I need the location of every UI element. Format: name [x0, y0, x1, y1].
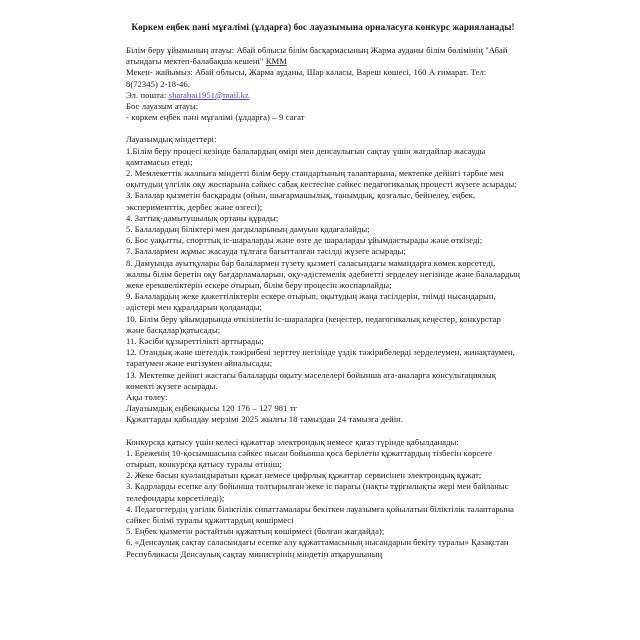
list-item: 6. «Денсаулық сақтау саласындағы есепке алу құжаттамасының нысандарын бекіту туралы» Қазақстан Республикасы Денсаулық сақтау министрінің міндетін атқарушының: [126, 537, 509, 559]
organization-value: Абай облысы білім басқармасының Жарма ауданы білім бөлімінің "Абай атындағы мектеп-балабақша кешені": [126, 44, 508, 67]
list-item: 3. Балалар қызметін басқарады (ойын, шығармашылық, танымдық, қозғалыс, бейнелеу, еңбек, эксперименттік, дербес және өзгесі);: [126, 190, 476, 212]
spacer-before-documents: [126, 426, 520, 437]
list-item: 1.Білім беру процесі кезінде балалардың өмірі мен денсаулығын сақтау үшін жағдайлар жасауды қамтамасыз етеді;: [126, 145, 486, 167]
vacancy-value: - көркем еңбек пәні мұғалімі (ұлдарға) – 9 сағат: [126, 112, 305, 123]
list-item: 12. Отандық және шетелдік тәжірибені зерттеу негізінде үздік тәжірибелерді зерделеумен, жинақтаумен, таратумен және енгізумен айналысады;: [126, 347, 515, 369]
vacancy-label: Бос лауазым атауы:: [126, 100, 199, 111]
documents-header: Конкурсқа қатысу үшін келесі құжаттар электрондық немесе қағаз түрінде қабылданады:: [126, 436, 459, 447]
deadline-line: Құжаттарды қабылдау мерзімі 2025 жылғы 18 тамыздан 24 тамызға дейін.: [126, 414, 403, 425]
organization-label: Білім беру ұйымының атауы:: [126, 44, 235, 55]
spacer-after-vacancy: [126, 123, 520, 134]
list-item: 11. Кәсіби құзыреттілікті арттырады;: [126, 336, 264, 347]
list-item: 5. Еңбек қызметін растайтын құжаттың көшірмесі (болған жағдайда);: [126, 526, 385, 537]
list-item: 8. Дамуында ауытқулары бар балалармен түзету қызметі саласындағы мамандарға көмек көрсетеді, жалпы білім беретін оқу бағдарламаларын, оқу-әдістемелік әдебиетті зерделеу негізінде және балалардың жеке ерекшеліктерін ескере отырып, білім беру процесін жоспарлайды;: [126, 257, 520, 291]
list-item: 4. Заттық-дамытушылық ортаны құрады;: [126, 212, 279, 223]
salary-line: Лауазымдық еңбекақысы 120 176 – 127 981 тг: [126, 403, 298, 414]
list-item: 2. Жеке басын куәландыратын құжат немесе цифрлық құжаттар сервисінен электрондық құжат;: [126, 470, 482, 481]
list-item: 6. Бос уақытты, спорттық іс-шараларды және өзге де шараларды ұйымдастырады және өткізеді;: [126, 235, 483, 246]
required-documents-list: [126, 448, 520, 560]
list-item: 5. Балалардың біліктері мен дағдыларының дамуын қадағалайды;: [126, 224, 370, 234]
organization-line: [126, 45, 520, 67]
list-item: 9. Балалардың жеке қажеттіліктерін ескере отырып, оқытудың жаңа тәсілдерін, тиімді нысандарын, әдістері мен құралдарын қолданады;: [126, 291, 496, 313]
list-item: 1. Ереженің 10-қосымшасына сәйкес нысан бойынша қоса берілетін құжаттардың тізбесін көрсете отырып, конкурсқа қатысу туралы өтініш;: [126, 447, 492, 470]
list-item: 2. Мемлекеттік жалпыға міндетті білім беру стандартының талаптарына, мектепке дейінгі тәрбие мен оқытудың үлгілік оқу жоспарына сәйкес сабақ кестесіне сәйкес педагогикалық процесті жүзеге асырады;: [126, 167, 517, 190]
list-item: 10. Білім беру ұйымдарында өткізілетін іс-шараларға (кеңестер, педагогикалық кеңестер, конкурстар және басқалар)қатысады;: [126, 313, 501, 335]
duties-list: [126, 146, 520, 392]
list-item: 3. Кадрларды есепке алу бойынша толтырылған жеке іс парағы (нақты тұрғылықты жері мен байланыс телефондары көрсетіледі);: [126, 481, 509, 503]
email-line: [126, 90, 520, 101]
list-item: 4. Педагогтердің үлгілік біліктілік сипаттамалары бекіткен лауазымға қойылатын біліктілік талаптарына сәйкес білімі туралы құжаттардың көшірмесі: [126, 503, 515, 526]
list-item: 7. Балалармен жұмыс жасауда тұлғаға бағытталған тәсілді жүзеге асырады;: [126, 246, 406, 257]
email-link[interactable]: sharabai1951@mail.kz: [168, 89, 249, 100]
email-label: Эл. пошта:: [126, 89, 169, 100]
list-item: 13. Мектепке дейінгі жастағы балаларды оқыту мәселелері бойынша ата-аналарға консультациялық көмекті жүзеге асырады.: [126, 369, 496, 391]
address-line: Мекен- жайымыз: Абай облысы, Жарма ауданы, Шар каласы, Вареш көшесі, 160 А ғимарат. Тел: 8(72345) 2-18-46.: [126, 67, 487, 89]
page-title: Көркем еңбек пәні мұғалімі (ұлдарға) бос лауазымына орналасуға конкурс жарияланады!: [131, 22, 515, 32]
duties-header: Лауазымдық міндеттері:: [126, 134, 217, 145]
payment-header: Ақы төлеу:: [126, 392, 168, 403]
organization-abbreviation: КММ: [265, 56, 287, 67]
